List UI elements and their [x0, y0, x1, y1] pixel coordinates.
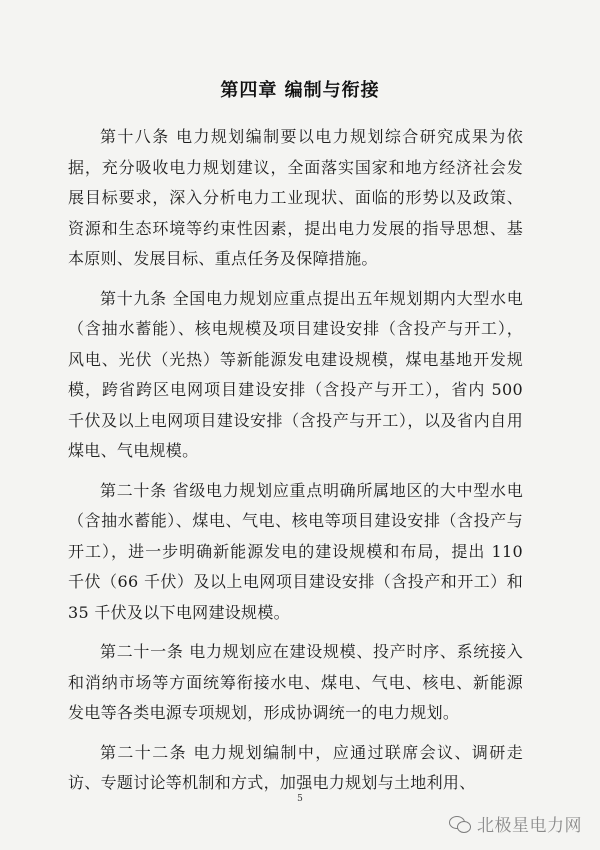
- watermark: [449, 811, 582, 836]
- article-20: 第二十条 省级电力规划应重点明确所属地区的大中型水电（含抽水蓄能）、煤电、气电、核电等项目建设安排（含投产与开工），进一步明确新能源发电的建设规模和布局，提出 110 千伏（66 千伏）及以上电网项目建设安排（含投产和开工）和 35 千伏及以下电网建设规模。: [68, 480, 523, 622]
- watermark-text: 北极星电力网: [477, 816, 582, 836]
- article-18: 第十八条 电力规划编制要以电力规划综合研究成果为依据，充分吸收电力规划建议，全面落实国家和地方经济社会发展目标要求，深入分析电力工业现状、面临的形势以及政策、资源和生态环境等约束性因素，提出电力发展的指导思想、基本原则、发展目标、重点任务及保障措施。: [68, 127, 523, 268]
- article-19: 第十九条 全国电力规划应重点提出五年规划期内大型水电（含抽水蓄能）、核电规模及项目建设安排（含投产与开工），风电、光伏（光热）等新能源发电建设规模，煤电基地开发规模，跨省跨区电网项目建设安排（含投产与开工），省内 500 千伏及以上电网项目建设安排（含投产与开工），以及省内自用煤电、气电规模。: [68, 288, 523, 460]
- wechat-icon: [449, 815, 471, 833]
- page-number: 5: [297, 794, 303, 804]
- chapter-title: 第四章 编制与衔接: [220, 80, 380, 101]
- document-body: [68, 122, 523, 808]
- article-22: 第二十二条 电力规划编制中，应通过联席会议、调研走访、专题讨论等机制和方式，加强电力规划与土地利用、: [68, 742, 523, 792]
- article-21: 第二十一条 电力规划应在建设规模、投产时序、系统接入和消纳市场等方面统筹衔接水电、煤电、气电、核电、新能源发电等各类电源专项规划，形成协调统一的电力规划。: [68, 642, 523, 722]
